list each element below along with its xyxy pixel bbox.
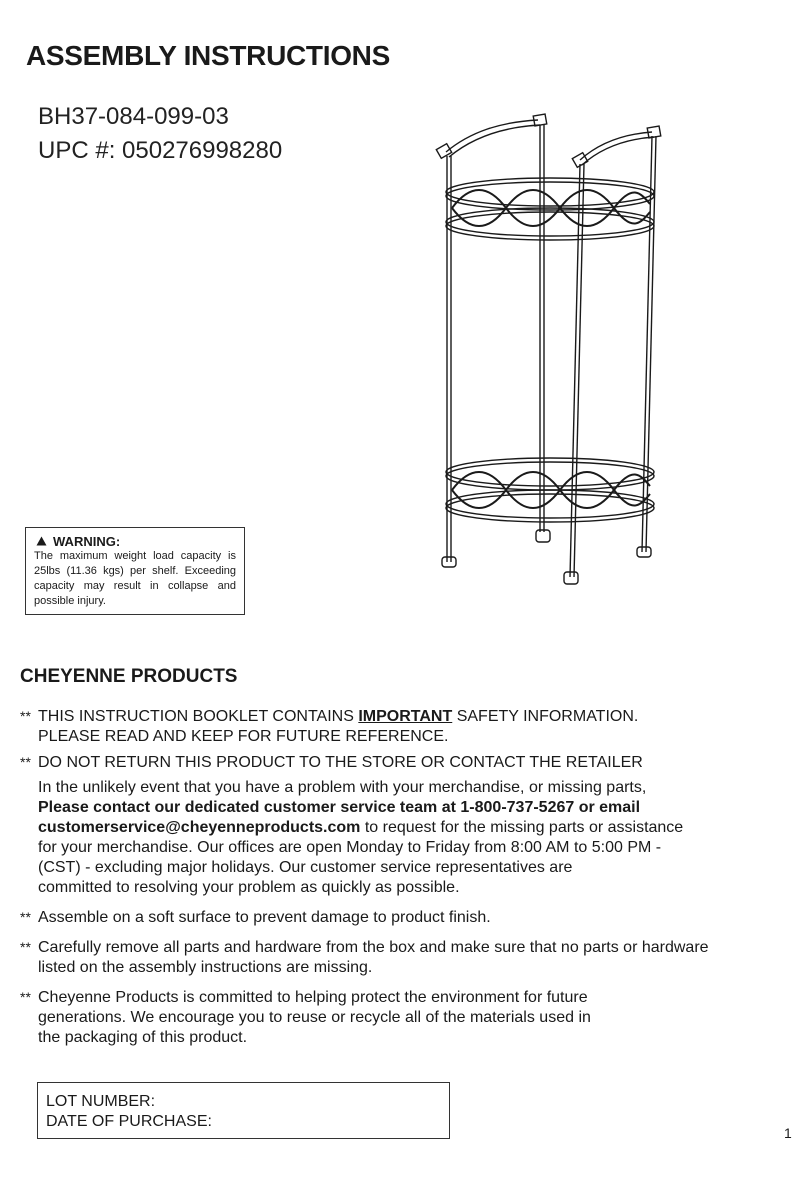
notice-soft-surface xyxy=(20,908,790,928)
notice-check-parts xyxy=(20,938,790,978)
warning-text: The maximum weight load capacity is 25lbs (11.36 kgs) per shelf. Exceeding capacity may result in collapse and possible injury. xyxy=(34,550,236,607)
customer-service-email: customerservice@cheyenneproducts.com xyxy=(38,819,361,836)
notice-text: committed to resolving your problem as quickly as possible. xyxy=(38,879,460,896)
warning-triangle-icon xyxy=(36,534,47,549)
page-title: ASSEMBLY INSTRUCTIONS xyxy=(26,40,390,71)
notice-text: for your merchandise. Our offices are open Monday to Friday from 8:00 AM to 5:00 PM - xyxy=(38,839,662,856)
notice-text: In the unlikely event that you have a problem with your merchandise, or missing parts, xyxy=(38,779,647,796)
notice-text: Cheyenne Products is committed to helping protect the environment for future xyxy=(38,989,588,1006)
notice-text: THIS INSTRUCTION BOOKLET CONTAINS xyxy=(38,708,359,725)
notice-text: (CST) - excluding major holidays. Our customer service representatives are xyxy=(38,859,573,876)
brand-name: CHEYENNE PRODUCTS xyxy=(20,666,238,687)
date-of-purchase-label: DATE OF PURCHASE: xyxy=(46,1113,212,1130)
notice-text: Assemble on a soft surface to prevent damage to product finish. xyxy=(38,909,491,926)
notice-emphasis: IMPORTANT xyxy=(358,708,453,725)
notice-text: generations. We encourage you to reuse or recycle all of the materials used in xyxy=(38,1009,591,1026)
notice-mark: ** xyxy=(20,754,31,770)
warning-box xyxy=(25,527,245,615)
model-number: BH37-084-099-03 xyxy=(38,103,229,130)
notice-heading: DO NOT RETURN THIS PRODUCT TO THE STORE OR CONTACT THE RETAILER xyxy=(38,754,643,771)
notice-mark: ** xyxy=(20,708,31,724)
notice-text: SAFETY INFORMATION. xyxy=(452,708,639,725)
lot-number-label: LOT NUMBER: xyxy=(46,1093,156,1110)
notice-text: Carefully remove all parts and hardware from the box and make sure that no parts or hardware xyxy=(38,939,709,956)
notice-text: PLEASE READ AND KEEP FOR FUTURE REFERENCE. xyxy=(38,728,449,745)
customer-service-contact: Please contact our dedicated customer service team at 1-800-737-5267 or email xyxy=(38,799,641,816)
notice-mark: ** xyxy=(20,939,31,955)
notice-text: to request for the missing parts or assistance xyxy=(360,819,684,836)
notice-text: the packaging of this product. xyxy=(38,1029,248,1046)
notice-mark: ** xyxy=(20,909,31,925)
warning-heading-text: WARNING: xyxy=(53,534,121,549)
purchase-record-box xyxy=(37,1082,450,1139)
notice-do-not-return xyxy=(20,753,790,898)
upc-code: UPC #: 050276998280 xyxy=(38,137,283,164)
warning-heading xyxy=(34,534,236,549)
notice-mark: ** xyxy=(20,989,31,1005)
notice-text: listed on the assembly instructions are missing. xyxy=(38,959,373,976)
notice-list xyxy=(20,707,790,1048)
notice-environment xyxy=(20,988,790,1048)
product-identifiers xyxy=(38,100,282,168)
page-number: 1 xyxy=(784,1125,792,1141)
notice-important-info xyxy=(20,707,790,747)
bar-cart-illustration xyxy=(430,112,670,592)
